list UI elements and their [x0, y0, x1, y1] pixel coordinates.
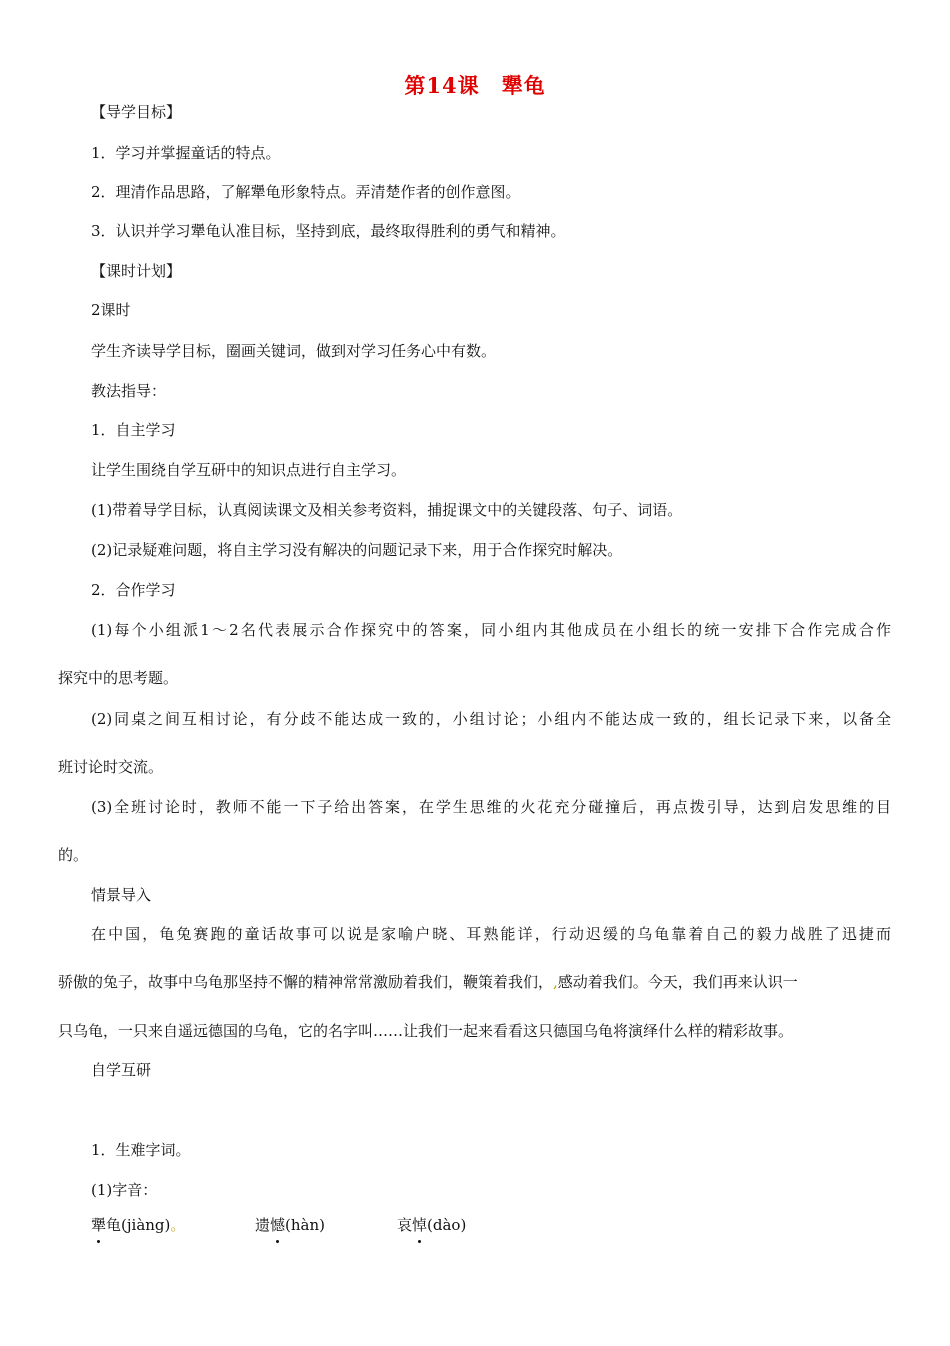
coop-step-3-line-2: 的。	[58, 846, 89, 864]
goal-item-1: 1．学习并掌握童话的特点。	[91, 144, 281, 162]
heading-guide-goals: 【导学目标】	[91, 103, 182, 121]
intro-line-1: 在中国，龟兔赛跑的童话故事可以说是家喻户晓、耳熟能详，行动迟缓的乌龟靠着自己的毅力战胜了迅捷而	[91, 925, 891, 943]
emphasis-char: 憾	[270, 1216, 286, 1234]
goal-item-3: 3．认识并学习犟龟认准目标，坚持到底，最终取得胜利的勇气和精神。	[91, 222, 566, 240]
pinyin-item-han: 遗憾(hàn)	[255, 1216, 325, 1234]
pinyin-list	[91, 1214, 591, 1244]
pinyin-item-jiang: 犟龟(jiàng)。	[91, 1216, 186, 1234]
intro-line-2-part-2: 感动着我们。今天，我们再来认识一	[557, 973, 798, 991]
coop-step-1-line-1: (1)每个小组派1～2名代表展示合作探究中的答案，同小组内其他成员在小组长的统一安排下合作完成合作	[91, 621, 891, 639]
heading-method: 教法指导：	[91, 382, 167, 400]
coop-step-2-line-2: 班讨论时交流。	[58, 758, 164, 776]
heading-lesson-plan: 【课时计划】	[91, 262, 182, 280]
paragraph-self-study: 让学生围绕自学互研中的知识点进行自主学习。	[91, 461, 407, 479]
paragraph-read-goals: 学生齐读导学目标，圈画关键词，做到对学习任务心中有数。	[91, 342, 497, 360]
coop-step-3-line-1: (3)全班讨论时，教师不能一下子给出答案，在学生思维的火花充分碰撞后，再点拨引导，达到启发思维的目	[91, 798, 891, 816]
self-study-step-1: (1)带着导学目标，认真阅读课文及相关参考资料，捕捉课文中的关键段落、句子、词语。	[91, 501, 683, 519]
intro-line-2: 骄傲的兔子，故事中乌龟那坚持不懈的精神常常激励着我们，鞭策着我们，,感动着我们。今天，我们再来认识一	[58, 973, 798, 991]
method-item-1: 1．自主学习	[91, 421, 176, 439]
intro-line-2-part-1: 骄傲的兔子，故事中乌龟那坚持不懈的精神常常激励着我们，鞭策着我们，	[58, 973, 554, 991]
heading-scene-intro: 情景导入	[91, 886, 152, 904]
lesson-hours: 2课时	[91, 301, 131, 319]
lesson-title	[0, 70, 950, 100]
goal-item-2: 2．理清作品思路，了解犟龟形象特点。弄清楚作者的创作意图。	[91, 183, 521, 201]
lesson-number: 第14课	[404, 73, 480, 98]
coop-step-2-line-1: (2)同桌之间互相讨论，有分歧不能达成一致的，小组讨论；小组内不能达成一致的，组长记录下来，以备全	[91, 710, 891, 728]
pinyin-item-dao: 哀悼(dào)	[397, 1216, 467, 1234]
intro-line-3: 只乌龟，一只来自遥远德国的乌龟，它的名字叫……让我们一起来看看这只德国乌龟将演绎什么样的精彩故事。	[58, 1022, 794, 1040]
method-item-2: 2．合作学习	[91, 581, 176, 599]
vocab-item-1: 1．生难字词。	[91, 1141, 191, 1159]
self-study-step-2: (2)记录疑难问题，将自主学习没有解决的问题记录下来，用于合作探究时解决。	[91, 541, 623, 559]
emphasis-char: 悼	[412, 1216, 428, 1234]
lesson-name: 犟龟	[501, 73, 546, 98]
heading-self-research: 自学互研	[91, 1061, 152, 1079]
pronunciation-label: (1)字音：	[91, 1181, 158, 1199]
emphasis-char: 犟	[91, 1216, 107, 1234]
coop-step-1-line-2: 探究中的思考题。	[58, 669, 179, 687]
